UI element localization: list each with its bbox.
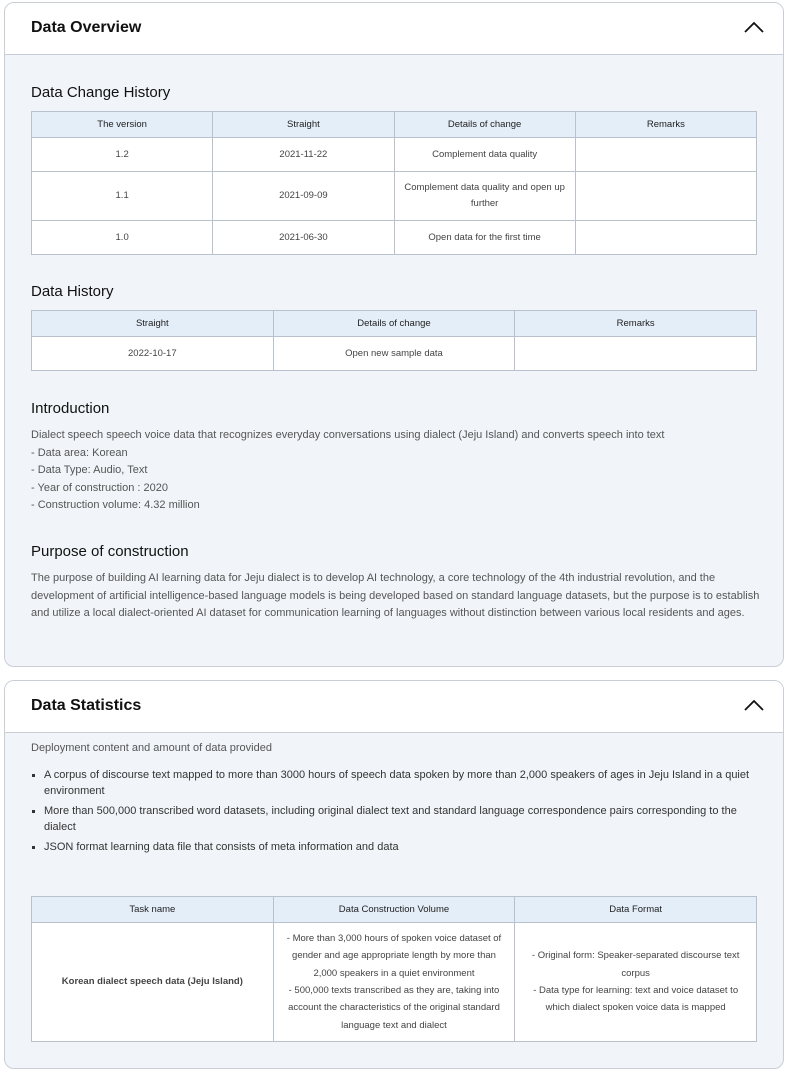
introduction-text (31, 427, 761, 515)
column-header: Straight (213, 112, 394, 138)
introduction-line: - Data area: Korean (31, 446, 128, 459)
statistics-table (31, 896, 757, 1042)
format-line: - Original form: Speaker-separated discourse text corpus (531, 950, 740, 979)
change-history-table (31, 111, 757, 255)
table-row (32, 138, 757, 172)
column-header: Data Construction Volume (273, 897, 515, 923)
table-cell: Open new sample data (273, 337, 515, 371)
section-title-data-history: Data History (31, 283, 114, 300)
introduction-line: - Construction volume: 4.32 million (31, 499, 200, 511)
table-row (32, 337, 757, 371)
table-cell: 1.1 (32, 172, 213, 221)
table-cell (575, 172, 756, 221)
section-title-change-history: Data Change History (31, 84, 171, 101)
table-cell: 2021-06-30 (213, 221, 394, 255)
data-statistics-header[interactable] (5, 681, 783, 733)
data-overview-header[interactable] (5, 3, 783, 55)
table-header-row (32, 112, 757, 138)
column-header: Task name (32, 897, 274, 923)
table-cell: 1.2 (32, 138, 213, 172)
table-cell (575, 221, 756, 255)
list-item: JSON format learning data file that consists of meta information and data (31, 839, 761, 855)
task-name-cell: Korean dialect speech data (Jeju Island) (32, 923, 274, 1042)
column-header: Data Format (515, 897, 757, 923)
column-header: The version (32, 112, 213, 138)
table-cell (515, 337, 757, 371)
data-statistics-panel (4, 680, 784, 1069)
format-cell (515, 923, 757, 1042)
column-header: Remarks (575, 112, 756, 138)
column-header: Remarks (515, 311, 757, 337)
column-header: Straight (32, 311, 274, 337)
table-row (32, 172, 757, 221)
table-row (32, 923, 757, 1042)
format-line: - Data type for learning: text and voice dataset to which dialect spoken voice data is mapped (533, 985, 739, 1014)
table-cell: Open data for the first time (394, 221, 575, 255)
table-cell: 2022-10-17 (32, 337, 274, 371)
table-cell: Complement data quality (394, 138, 575, 172)
section-title-introduction: Introduction (31, 400, 110, 417)
volume-cell (273, 923, 515, 1042)
panel-title: Data Statistics (31, 697, 142, 714)
section-title-purpose: Purpose of construction (31, 543, 189, 560)
volume-line: - 500,000 texts transcribed as they are, taking into account the characteristics of the original standard language text and dialect (288, 985, 500, 1031)
statistics-bullet-list (31, 767, 761, 859)
table-cell: Complement data quality and open up further (394, 172, 575, 221)
column-header: Details of change (273, 311, 515, 337)
table-header-row (32, 897, 757, 923)
data-history-table (31, 310, 757, 371)
table-cell: 2021-09-09 (213, 172, 394, 221)
statistics-subtitle: Deployment content and amount of data provided (31, 742, 272, 754)
introduction-line: - Data Type: Audio, Text (31, 464, 148, 476)
panel-title: Data Overview (31, 19, 142, 36)
data-overview-panel (4, 2, 784, 667)
table-header-row (32, 311, 757, 337)
introduction-line: Dialect speech speech voice data that recognizes everyday conversations using dialect (Jeju Island) and converts speech into text (31, 429, 665, 441)
table-row (32, 221, 757, 255)
purpose-text: The purpose of building AI learning data for Jeju dialect is to develop AI technology, a core technology of the 4th industrial revolution, and the development of artificial intelligence-based language models is being developed based on standard language datasets, but the purpose is to establish and utilize a local dialect-oriented AI dataset for communication learning of languages without distinction between various local residents and ages. (31, 572, 760, 619)
table-cell: 2021-11-22 (213, 138, 394, 172)
list-item: A corpus of discourse text mapped to more than 3000 hours of speech data spoken by more than 2,000 speakers of ages in Jeju Island in a quiet environment (31, 767, 761, 799)
table-cell (575, 138, 756, 172)
chevron-up-icon[interactable] (741, 695, 767, 717)
table-cell: 1.0 (32, 221, 213, 255)
volume-line: - More than 3,000 hours of spoken voice dataset of gender and age appropriate length by more than 2,000 speakers in a quiet environment (286, 933, 502, 979)
column-header: Details of change (394, 112, 575, 138)
chevron-up-icon[interactable] (741, 17, 767, 39)
list-item: More than 500,000 transcribed word datasets, including original dialect text and standard language correspondence pairs corresponding to the dialect (31, 803, 761, 835)
introduction-line: - Year of construction : 2020 (31, 481, 168, 494)
